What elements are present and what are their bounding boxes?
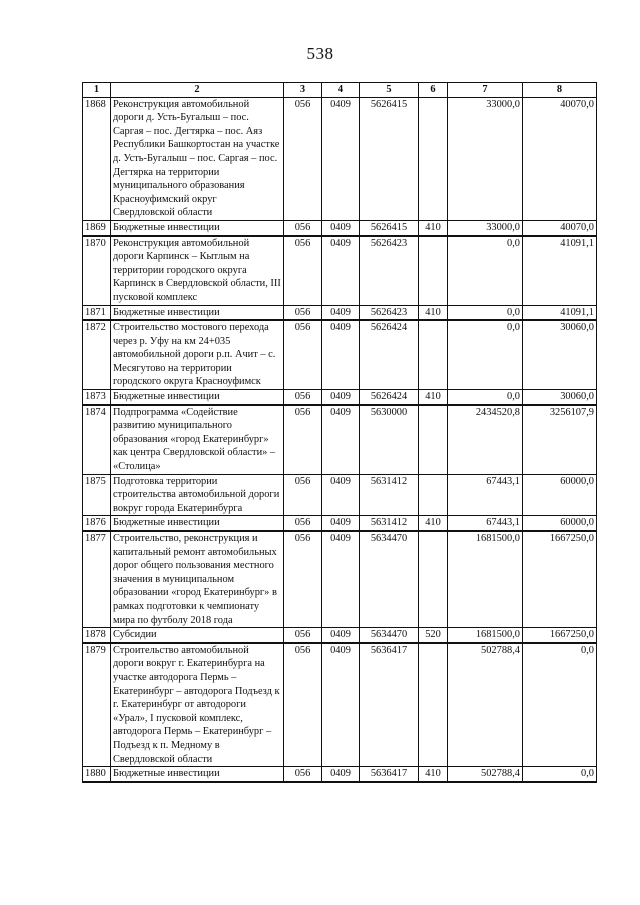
amount-col7: 67443,1 (448, 474, 523, 516)
row-name: Субсидии (111, 628, 284, 643)
table-row (83, 220, 597, 235)
row-name: Реконструкция автомобильной дороги д. Усть-Бугалыш – пос. Саргая – пос. Дегтярка – пос. Аяз Республики Башкортостан на участке д. Усть-Бугалыш – пос. Саргая – пос. Дегтярка на территории муниципального образования Красноуфимский округ Свердловской области (111, 97, 284, 220)
section-code: 0409 (322, 236, 360, 305)
ministry-code: 056 (284, 220, 322, 235)
expense-type (419, 320, 448, 389)
expense-type: 410 (419, 767, 448, 782)
target-article: 5626424 (360, 320, 419, 389)
target-article: 5626423 (360, 305, 419, 320)
row-number: 1870 (83, 236, 111, 305)
header-cell: 1 (83, 83, 111, 98)
ministry-code: 056 (284, 320, 322, 389)
header-cell: 4 (322, 83, 360, 98)
row-name: Подготовка территории строительства автомобильной дороги вокруг города Екатеринбурга (111, 474, 284, 516)
row-number: 1875 (83, 474, 111, 516)
table-row (83, 320, 597, 389)
table-row (83, 531, 597, 628)
budget-table (82, 82, 597, 783)
ministry-code: 056 (284, 628, 322, 643)
ministry-code: 056 (284, 474, 322, 516)
expense-type (419, 474, 448, 516)
row-number: 1878 (83, 628, 111, 643)
ministry-code: 056 (284, 767, 322, 782)
amount-col8: 30060,0 (523, 390, 597, 405)
expense-type (419, 236, 448, 305)
section-code: 0409 (322, 516, 360, 531)
amount-col7: 2434520,8 (448, 405, 523, 474)
row-number: 1880 (83, 767, 111, 782)
amount-col7: 1681500,0 (448, 531, 523, 628)
row-name: Реконструкция автомобильной дороги Карпинск – Кытлым на территории городского округа Карпинск в Свердловской области, III пусковой комплекс (111, 236, 284, 305)
table-row (83, 516, 597, 531)
amount-col8: 41091,1 (523, 305, 597, 320)
target-article: 5631412 (360, 474, 419, 516)
table-row (83, 405, 597, 474)
expense-type: 520 (419, 628, 448, 643)
row-number: 1873 (83, 390, 111, 405)
header-cell: 5 (360, 83, 419, 98)
amount-col7: 33000,0 (448, 220, 523, 235)
amount-col8: 3256107,9 (523, 405, 597, 474)
table-row (83, 390, 597, 405)
amount-col8: 41091,1 (523, 236, 597, 305)
row-name: Строительство, реконструкция и капитальный ремонт автомобильных дорог общего пользования местного значения в муниципальном образовании «город Екатеринбург» в рамках подготовки к чемпионату мира по футболу 2018 года (111, 531, 284, 628)
page-number: 538 (306, 44, 334, 63)
target-article: 5634470 (360, 628, 419, 643)
amount-col8: 0,0 (523, 643, 597, 767)
expense-type: 410 (419, 220, 448, 235)
amount-col7: 33000,0 (448, 97, 523, 220)
amount-col8: 60000,0 (523, 474, 597, 516)
header-cell: 2 (111, 83, 284, 98)
row-name: Строительство мостового перехода через р. Уфу на км 24+035 автомобильной дороги р.п. Ачит – с. Месягутово на территории городского округа Красноуфимск (111, 320, 284, 389)
target-article: 5634470 (360, 531, 419, 628)
header-row (83, 83, 597, 98)
row-number: 1874 (83, 405, 111, 474)
amount-col8: 0,0 (523, 767, 597, 782)
section-code: 0409 (322, 97, 360, 220)
amount-col7: 67443,1 (448, 516, 523, 531)
ministry-code: 056 (284, 390, 322, 405)
section-code: 0409 (322, 220, 360, 235)
table-body (83, 97, 597, 782)
expense-type: 410 (419, 390, 448, 405)
expense-type (419, 531, 448, 628)
table-row (83, 767, 597, 782)
ministry-code: 056 (284, 405, 322, 474)
table-row (83, 305, 597, 320)
target-article: 5631412 (360, 516, 419, 531)
amount-col7: 0,0 (448, 236, 523, 305)
section-code: 0409 (322, 305, 360, 320)
row-number: 1877 (83, 531, 111, 628)
expense-type (419, 97, 448, 220)
ministry-code: 056 (284, 531, 322, 628)
section-code: 0409 (322, 405, 360, 474)
table-row (83, 236, 597, 305)
target-article: 5626423 (360, 236, 419, 305)
row-name: Бюджетные инвестиции (111, 516, 284, 531)
row-name: Бюджетные инвестиции (111, 220, 284, 235)
ministry-code: 056 (284, 643, 322, 767)
header-cell: 3 (284, 83, 322, 98)
amount-col7: 502788,4 (448, 643, 523, 767)
target-article: 5636417 (360, 767, 419, 782)
table-row (83, 628, 597, 643)
amount-col8: 1667250,0 (523, 628, 597, 643)
target-article: 5630000 (360, 405, 419, 474)
amount-col8: 40070,0 (523, 97, 597, 220)
row-number: 1868 (83, 97, 111, 220)
ministry-code: 056 (284, 516, 322, 531)
section-code: 0409 (322, 628, 360, 643)
section-code: 0409 (322, 531, 360, 628)
section-code: 0409 (322, 643, 360, 767)
header-cell: 7 (448, 83, 523, 98)
amount-col8: 30060,0 (523, 320, 597, 389)
row-name: Бюджетные инвестиции (111, 305, 284, 320)
header-cell: 6 (419, 83, 448, 98)
row-number: 1879 (83, 643, 111, 767)
ministry-code: 056 (284, 305, 322, 320)
header-cell: 8 (523, 83, 597, 98)
row-name: Строительство автомобильной дороги вокруг г. Екатеринбурга на участке автодорога Пермь – Екатеринбург – автодорога Подъезд к г. Екатеринбург от автодороги «Урал», I пусковой комплекс, автодорога Пермь – Екатеринбург – Подъезд к п. Медному в Свердловской области (111, 643, 284, 767)
expense-type (419, 405, 448, 474)
row-name: Бюджетные инвестиции (111, 390, 284, 405)
amount-col8: 40070,0 (523, 220, 597, 235)
target-article: 5636417 (360, 643, 419, 767)
amount-col8: 60000,0 (523, 516, 597, 531)
section-code: 0409 (322, 390, 360, 405)
amount-col7: 0,0 (448, 390, 523, 405)
ministry-code: 056 (284, 97, 322, 220)
expense-type: 410 (419, 305, 448, 320)
amount-col7: 1681500,0 (448, 628, 523, 643)
amount-col7: 0,0 (448, 305, 523, 320)
row-number: 1876 (83, 516, 111, 531)
section-code: 0409 (322, 767, 360, 782)
amount-col7: 502788,4 (448, 767, 523, 782)
table-row (83, 643, 597, 767)
table-row (83, 474, 597, 516)
section-code: 0409 (322, 320, 360, 389)
row-number: 1871 (83, 305, 111, 320)
row-name: Подпрограмма «Содействие развитию муниципального образования «город Екатеринбург» как центра Свердловской области» – «Столица» (111, 405, 284, 474)
target-article: 5626424 (360, 390, 419, 405)
expense-type (419, 643, 448, 767)
row-number: 1872 (83, 320, 111, 389)
target-article: 5626415 (360, 220, 419, 235)
expense-type: 410 (419, 516, 448, 531)
ministry-code: 056 (284, 236, 322, 305)
amount-col8: 1667250,0 (523, 531, 597, 628)
section-code: 0409 (322, 474, 360, 516)
target-article: 5626415 (360, 97, 419, 220)
row-name: Бюджетные инвестиции (111, 767, 284, 782)
table-row (83, 97, 597, 220)
row-number: 1869 (83, 220, 111, 235)
amount-col7: 0,0 (448, 320, 523, 389)
